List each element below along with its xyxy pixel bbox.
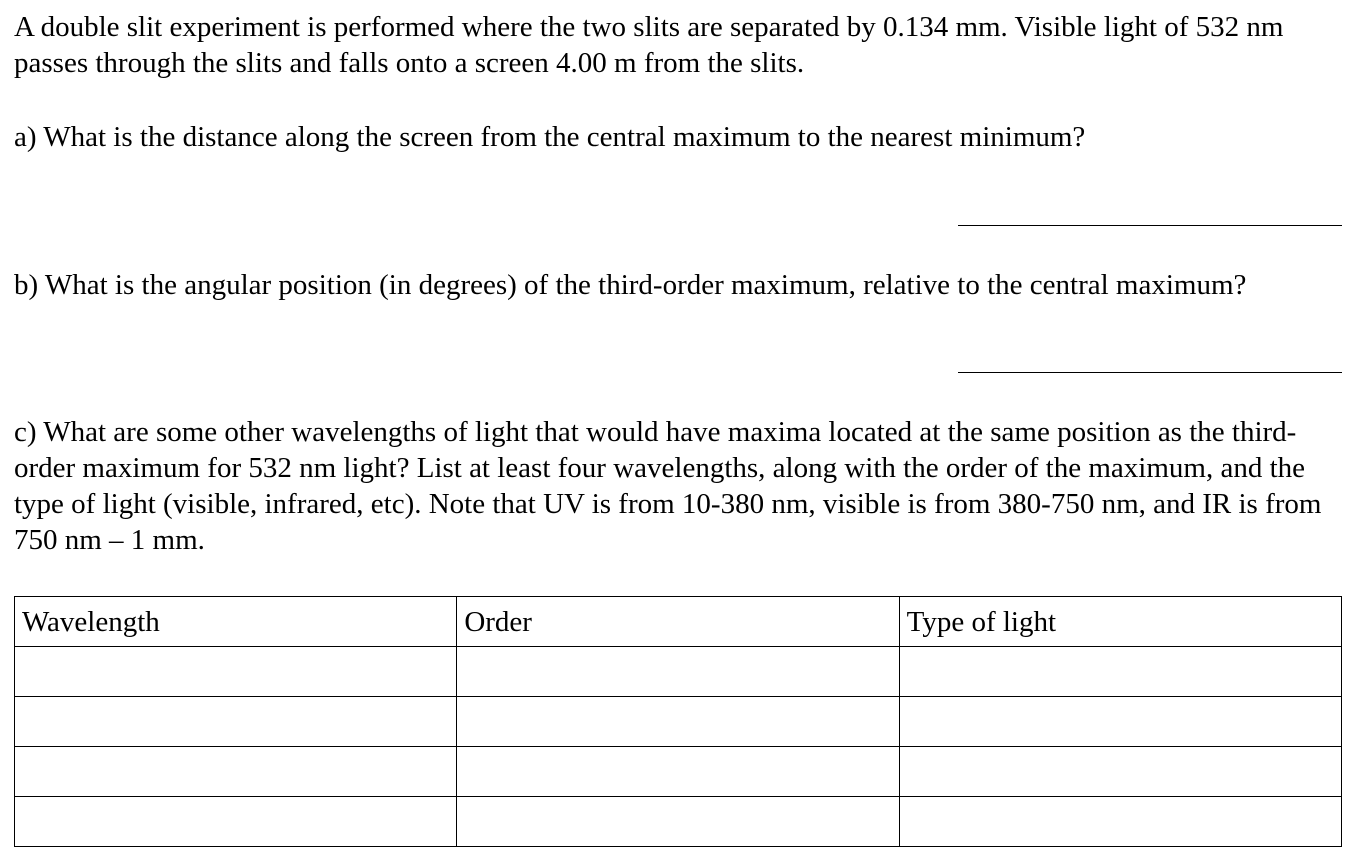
cell-wavelength[interactable] [15,797,457,847]
table-row [15,747,1342,797]
question-c: c) What are some other wavelengths of light that would have maxima located at the same position as the third-order maximum for 532 nm light? List at least four wavelengths, along with the order of the maximum, and the type of light (visible, infrared, etc). Note that UV is from 10-380 nm, visible is from 380-750 nm, and IR is from 750 nm – 1 mm. [14,416,1322,556]
cell-type-of-light[interactable] [899,697,1341,747]
cell-type-of-light[interactable] [899,647,1341,697]
question-b: b) What is the angular position (in degrees) of the third-order maximum, relative to the central maximum? [14,269,1247,301]
header-type-of-light: Type of light [899,597,1341,647]
table-row [15,647,1342,697]
cell-order[interactable] [457,797,899,847]
cell-type-of-light[interactable] [899,797,1341,847]
cell-order[interactable] [457,647,899,697]
answer-line-a[interactable] [958,225,1342,226]
table-header-row [15,597,1342,647]
cell-wavelength[interactable] [15,697,457,747]
table-row [15,797,1342,847]
cell-wavelength[interactable] [15,647,457,697]
cell-wavelength[interactable] [15,747,457,797]
header-wavelength: Wavelength [15,597,457,647]
question-a: a) What is the distance along the screen from the central maximum to the nearest minimum? [14,121,1086,153]
header-order: Order [457,597,899,647]
cell-order[interactable] [457,697,899,747]
cell-type-of-light[interactable] [899,747,1341,797]
cell-order[interactable] [457,747,899,797]
problem-intro: A double slit experiment is performed where the two slits are separated by 0.134 mm. Visible light of 532 nm passes through the slits and falls onto a screen 4.00 m from the slits. [14,11,1284,79]
table-row [15,697,1342,747]
answer-line-b[interactable] [958,372,1342,373]
answer-table [14,596,1342,847]
